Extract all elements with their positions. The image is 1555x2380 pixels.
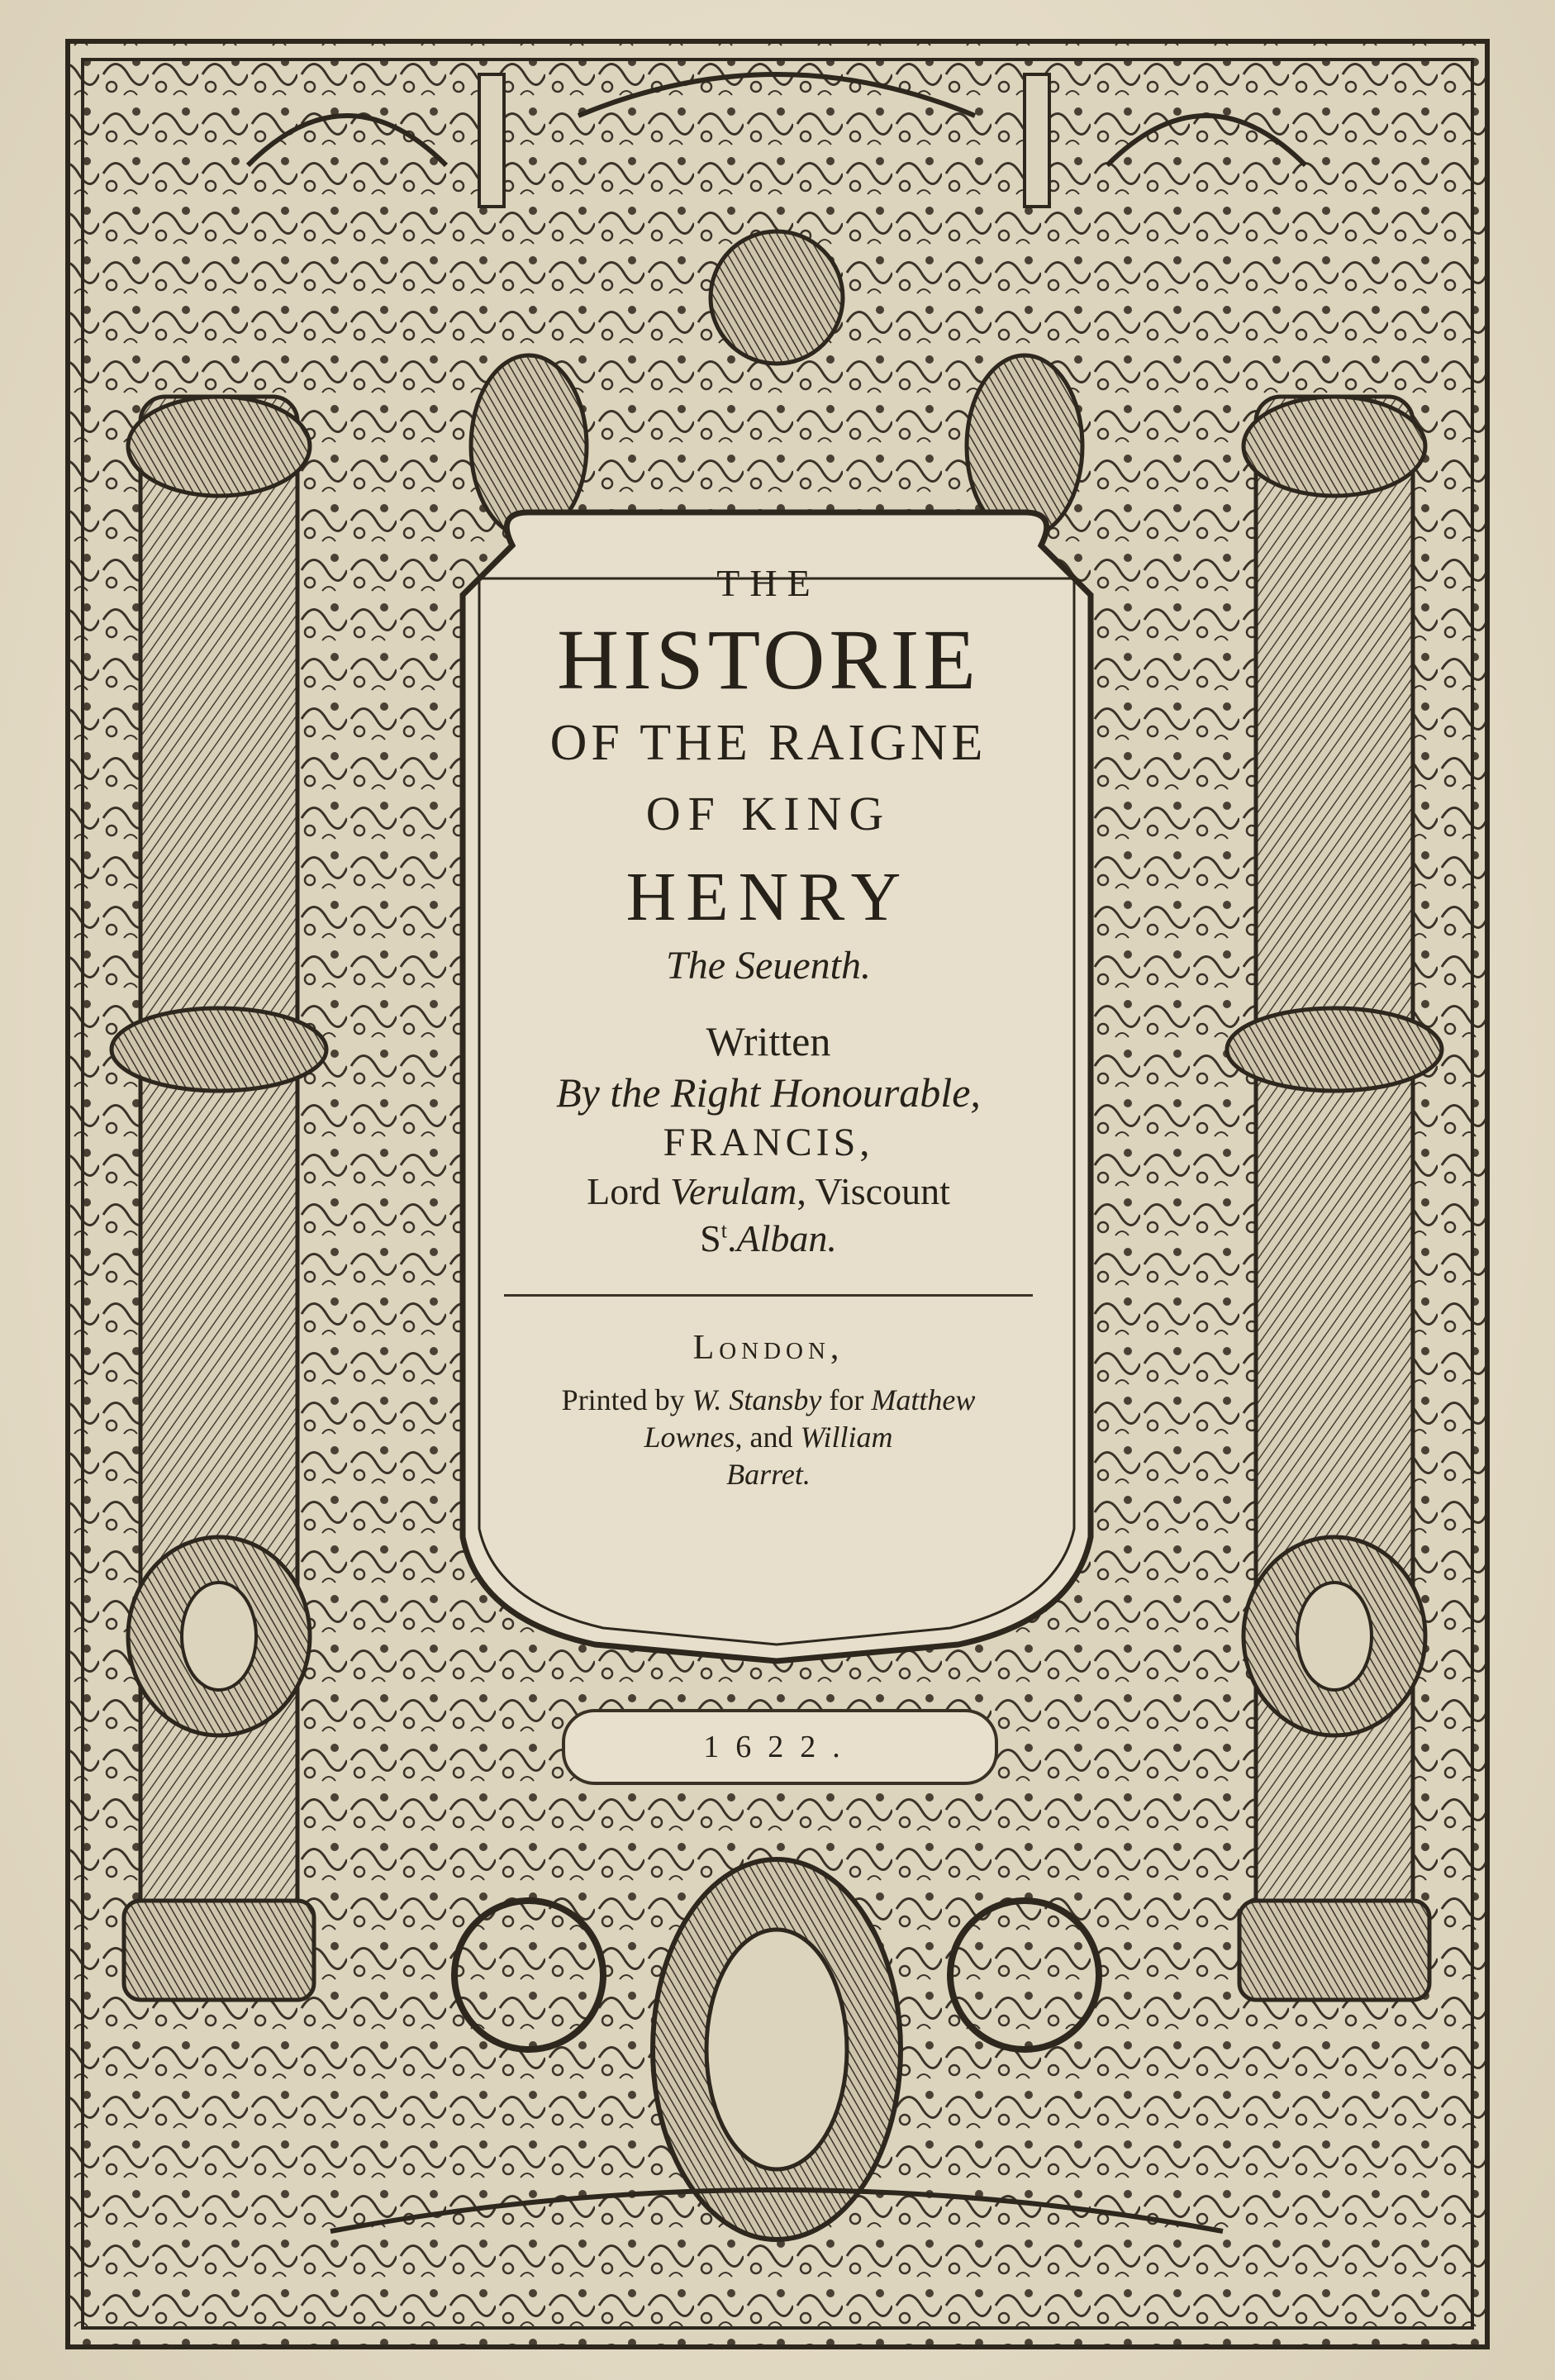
st-s: S <box>700 1217 721 1260</box>
title-seventh: The Seuenth. <box>666 944 871 988</box>
lord-pre: Lord <box>587 1170 661 1213</box>
year-banner <box>562 1709 998 1785</box>
right-column-ornament <box>1227 397 1442 2000</box>
title-of-king: OF KING <box>645 786 892 840</box>
author-alban-line <box>463 1217 1074 1261</box>
imprint-barret: Barret. <box>726 1458 811 1492</box>
st-dot: . <box>726 1217 737 1260</box>
title-cartouche <box>463 529 1074 1570</box>
title-the: THE <box>716 562 820 604</box>
imprint-printed-line <box>463 1383 1074 1417</box>
imprint-lownes-line <box>463 1421 1074 1454</box>
printed-pre: Printed by <box>561 1383 692 1416</box>
author-by-honourable: By the Right Honourable, <box>556 1069 981 1116</box>
author-written: Written <box>706 1018 831 1065</box>
st-t: t <box>720 1219 727 1243</box>
and: , and <box>735 1420 801 1454</box>
title-henry: HENRY <box>625 859 911 936</box>
title-of-the-raigne: OF THE RAIGNE <box>549 715 987 772</box>
lord-post: , Viscount <box>797 1170 950 1213</box>
lord-name: Verulam <box>670 1170 797 1213</box>
title-historie: HISTORIE <box>557 612 980 707</box>
printer-name: W. Stansby <box>692 1383 822 1416</box>
author-lord-line <box>463 1170 1074 1214</box>
william: William <box>800 1420 893 1454</box>
left-column-ornament <box>112 397 326 2000</box>
matthew: Matthew <box>871 1383 976 1416</box>
author-francis: FRANCIS, <box>663 1121 874 1165</box>
printed-mid: for <box>821 1383 872 1416</box>
imprint-london: London, <box>692 1329 844 1368</box>
divider-rule <box>504 1294 1033 1297</box>
lownes: Lownes <box>644 1420 735 1454</box>
imprint-year: 1622. <box>703 1730 857 1764</box>
alban-name: Alban. <box>736 1217 837 1260</box>
